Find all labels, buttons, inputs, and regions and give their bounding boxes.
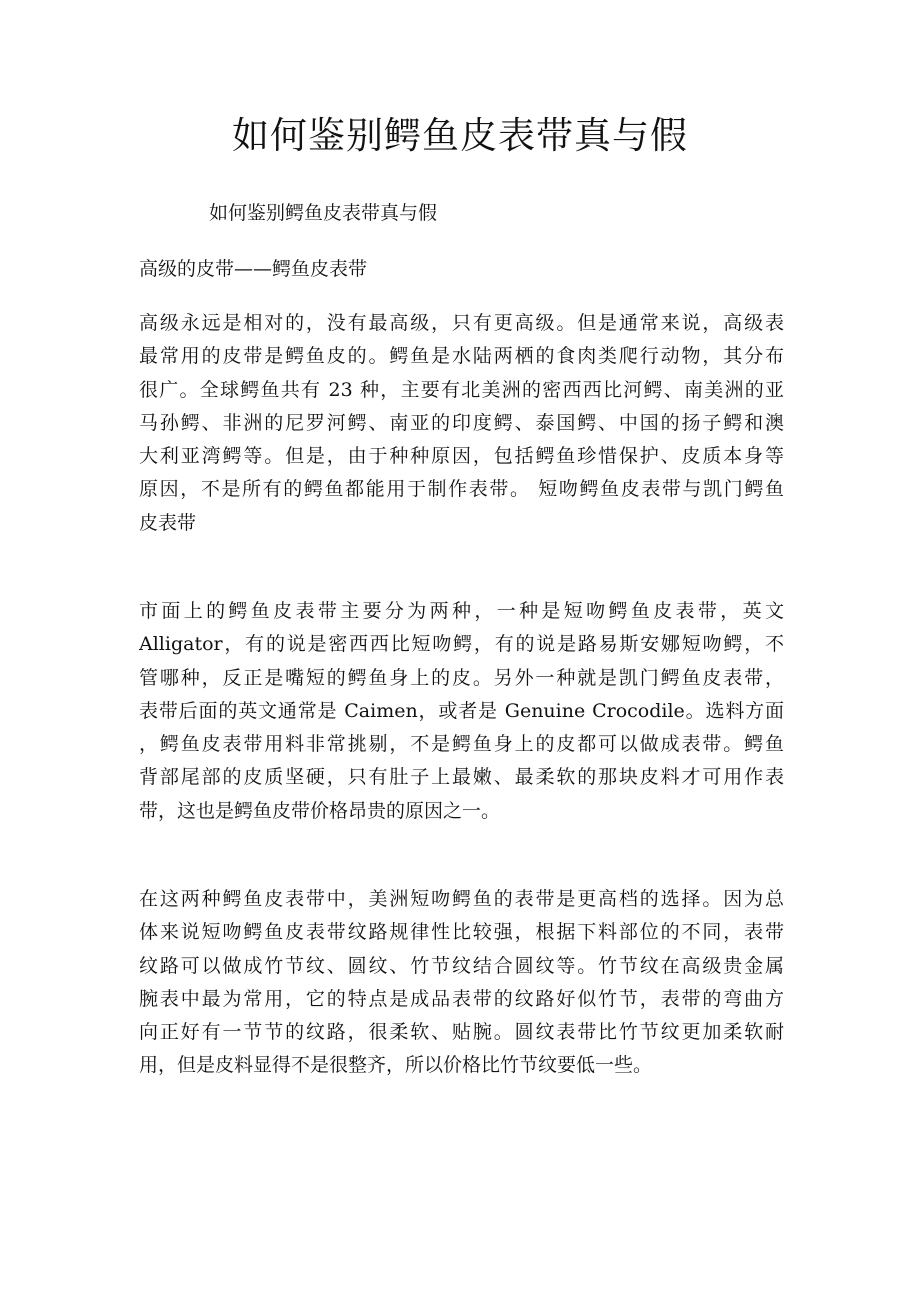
document-subtitle: 如何鉴别鳄鱼皮表带真与假 xyxy=(209,202,438,224)
paragraph-line: 市面上的鳄鱼皮表带主要分为两种，一种是短吻鳄鱼皮表带，英文 xyxy=(139,600,784,622)
paragraph-line: 向正好有一节节的纹路，很柔软、贴腕。圆纹表带比竹节纹更加柔软耐 xyxy=(139,1021,784,1044)
section-heading: 高级的皮带——鳄鱼皮表带 xyxy=(139,258,368,280)
paragraph-line: 带，这也是鳄鱼皮带价格昂贵的原因之一。 xyxy=(139,799,501,822)
paragraph-line: 马孙鳄、非洲的尼罗河鳄、南亚的印度鳄、泰国鳄、中国的扬子鳄和澳 xyxy=(139,411,784,434)
paragraph-comparison xyxy=(139,883,784,1083)
paragraph-line: ，鳄鱼皮表带用料非常挑剔，不是鳄鱼身上的皮都可以做成表带。鳄鱼 xyxy=(139,733,784,756)
document-title: 如何鉴别鳄鱼皮表带真与假 xyxy=(232,114,688,157)
paragraph-line: 皮表带 xyxy=(139,511,197,534)
paragraph-line: Alligator，有的说是密西西比短吻鳄，有的说是路易斯安娜短吻鳄，不 xyxy=(139,633,784,656)
paragraph-line: 在这两种鳄鱼皮表带中，美洲短吻鳄鱼的表带是更高档的选择。因为总 xyxy=(139,888,784,910)
paragraph-line: 大利亚湾鳄等。但是，由于种种原因，包括鳄鱼珍惜保护、皮质本身等 xyxy=(139,445,784,468)
paragraph-line: 管哪种，反正是嘴短的鳄鱼身上的皮。另外一种就是凯门鳄鱼皮表带， xyxy=(139,666,784,689)
paragraph-intro xyxy=(139,307,784,540)
paragraph-two-types xyxy=(139,595,784,828)
paragraph-line: 原因，不是所有的鳄鱼都能用于制作表带。 短吻鳄鱼皮表带与凯门鳄鱼 xyxy=(139,478,784,501)
paragraph-line: 体来说短吻鳄鱼皮表带纹路规律性比较强，根据下料部位的不同，表带 xyxy=(139,921,784,944)
paragraph-line: 纹路可以做成竹节纹、圆纹、竹节纹结合圆纹等。竹节纹在高级贵金属 xyxy=(139,954,784,977)
paragraph-line: 表带后面的英文通常是 Caimen，或者是 Genuine Crocodile。选料方面 xyxy=(139,699,784,722)
paragraph-line: 用，但是皮料显得不是很整齐，所以价格比竹节纹要低一些。 xyxy=(139,1054,653,1077)
paragraph-line: 高级永远是相对的，没有最高级，只有更高级。但是通常来说，高级表 xyxy=(139,312,784,334)
paragraph-line: 很广。全球鳄鱼共有 23 种，主要有北美洲的密西西比河鳄、南美洲的亚 xyxy=(139,378,784,401)
paragraph-line: 背部尾部的皮质坚硬，只有肚子上最嫩、最柔软的那块皮料才可用作表 xyxy=(139,766,784,789)
paragraph-line: 腕表中最为常用，它的特点是成品表带的纹路好似竹节，表带的弯曲方 xyxy=(139,987,784,1010)
paragraph-line: 最常用的皮带是鳄鱼皮的。鳄鱼是水陆两栖的食肉类爬行动物，其分布 xyxy=(139,345,784,368)
